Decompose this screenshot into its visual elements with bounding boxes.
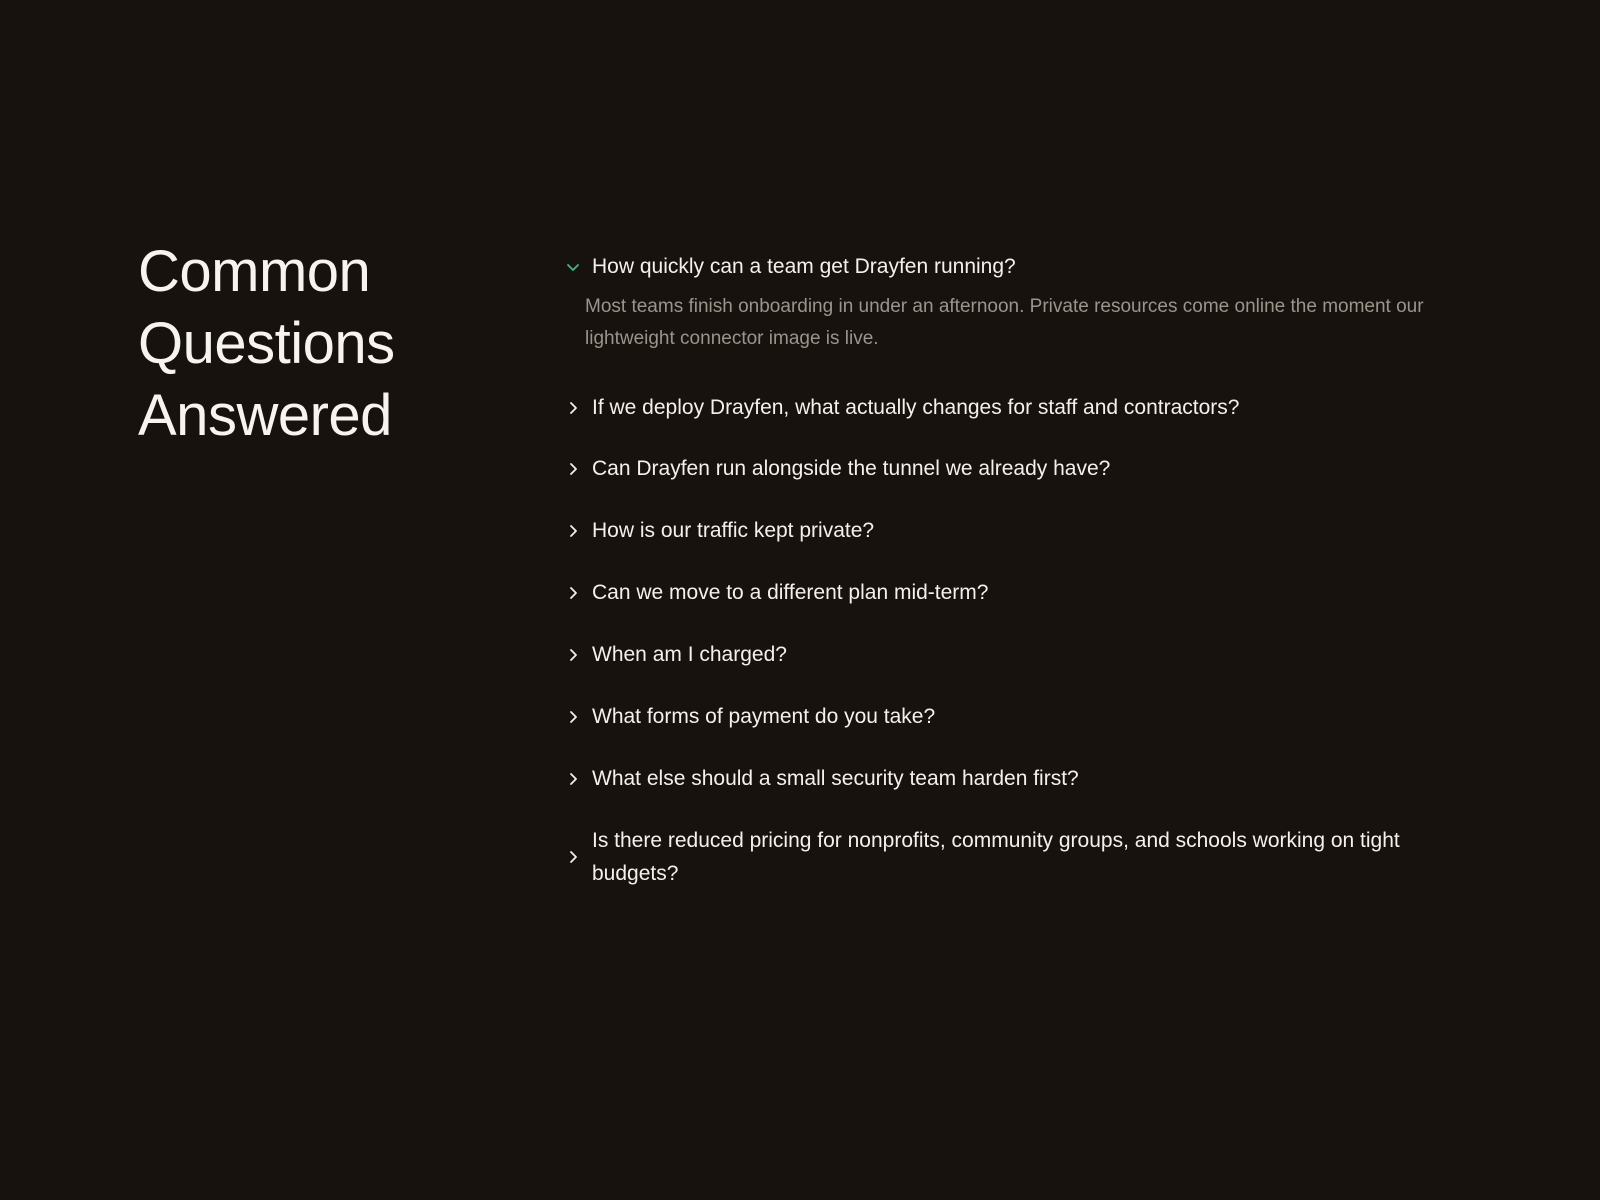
faq-question-toggle[interactable]: [566, 391, 1436, 424]
faq-item: [566, 391, 1436, 424]
faq-question-text: When am I charged?: [592, 643, 787, 666]
chevron-right-icon: [566, 401, 580, 415]
faq-question-toggle[interactable]: [566, 762, 1436, 795]
faq-question-toggle[interactable]: [566, 576, 1436, 609]
faq-question-text: What forms of payment do you take?: [592, 705, 936, 728]
faq-item: [566, 700, 1436, 733]
page-title: [138, 236, 518, 452]
faq-item: [566, 762, 1436, 795]
faq-question-text: What else should a small security team harden first?: [592, 767, 1079, 790]
page-title-line-2: Questions: [138, 311, 395, 376]
faq-question-toggle[interactable]: [566, 638, 1436, 671]
faq-item: [566, 250, 1436, 355]
chevron-right-icon: [566, 850, 580, 864]
faq-question-text: How quickly can a team get Drayfen running?: [592, 255, 1016, 278]
chevron-right-icon: [566, 648, 580, 662]
page-title-line-3: Answered: [138, 383, 392, 448]
faq-question-toggle[interactable]: [566, 824, 1436, 890]
faq-question-text: Can we move to a different plan mid-term?: [592, 581, 989, 604]
chevron-right-icon: [566, 462, 580, 476]
faq-item: [566, 452, 1436, 485]
faq-question-toggle[interactable]: [566, 700, 1436, 733]
faq-question-text: How is our traffic kept private?: [592, 519, 875, 542]
chevron-right-icon: [566, 710, 580, 724]
faq-question-text: If we deploy Drayfen, what actually changes for staff and contractors?: [592, 396, 1240, 419]
chevron-right-icon: [566, 586, 580, 600]
chevron-down-icon: [566, 260, 580, 274]
faq-question-toggle[interactable]: [566, 514, 1436, 547]
faq-item: [566, 638, 1436, 671]
faq-item: [566, 824, 1436, 890]
faq-question-toggle[interactable]: [566, 452, 1436, 485]
faq-question-text: Can Drayfen run alongside the tunnel we already have?: [592, 457, 1111, 480]
faq-answer-text: Most teams finish onboarding in under an afternoon. Private resources come online the moment our lightweight connector image is live.: [585, 296, 1424, 349]
faq-question-toggle[interactable]: [566, 250, 1436, 283]
chevron-right-icon: [566, 524, 580, 538]
chevron-right-icon: [566, 772, 580, 786]
faq-question-text: Is there reduced pricing for nonprofits, community groups, and schools working on tight budgets?: [592, 829, 1400, 885]
faq-item: [566, 514, 1436, 547]
page-title-line-1: Common: [138, 239, 371, 304]
faq-item: [566, 576, 1436, 609]
